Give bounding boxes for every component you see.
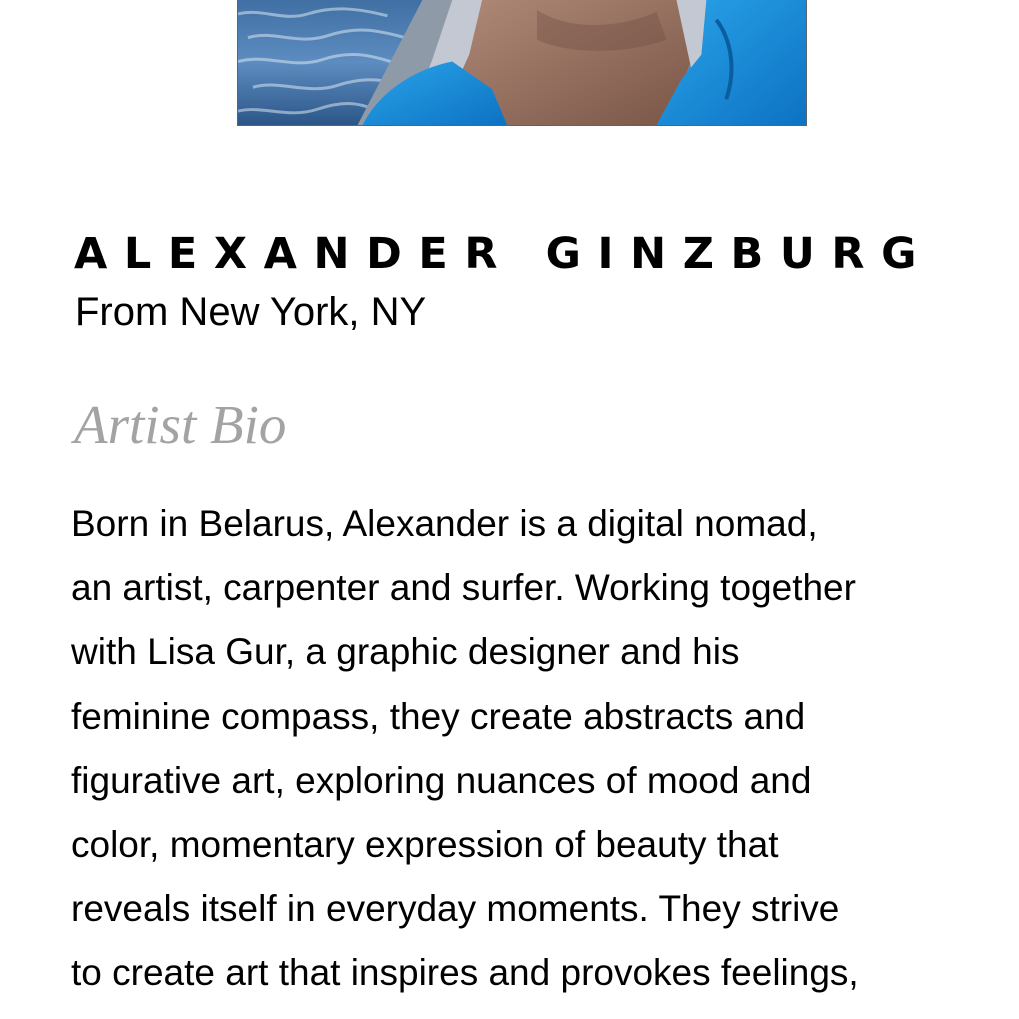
bio-line: to create art that inspires and provokes feelings,	[71, 952, 859, 994]
bio-line: feminine compass, they create abstracts and	[71, 695, 806, 737]
bio-text	[71, 492, 1001, 1006]
artist-origin: From New York, NY	[75, 290, 427, 334]
bio-line: with Lisa Gur, a graphic designer and his	[71, 631, 740, 673]
artist-name: ALEXANDER GINZBURG	[74, 229, 933, 279]
bio-line: figurative art, exploring nuances of mood and	[71, 759, 812, 801]
bio-line: Born in Belarus, Alexander is a digital nomad,	[71, 503, 818, 544]
artist-photo-image	[238, 0, 806, 125]
artist-photo	[237, 0, 807, 126]
bio-line: reveals itself in everyday moments. They strive	[71, 888, 840, 930]
bio-line: an artist, carpenter and surfer. Working together	[71, 567, 856, 609]
bio-heading: Artist Bio	[74, 394, 287, 455]
bio-line: color, momentary expression of beauty that	[71, 824, 779, 866]
